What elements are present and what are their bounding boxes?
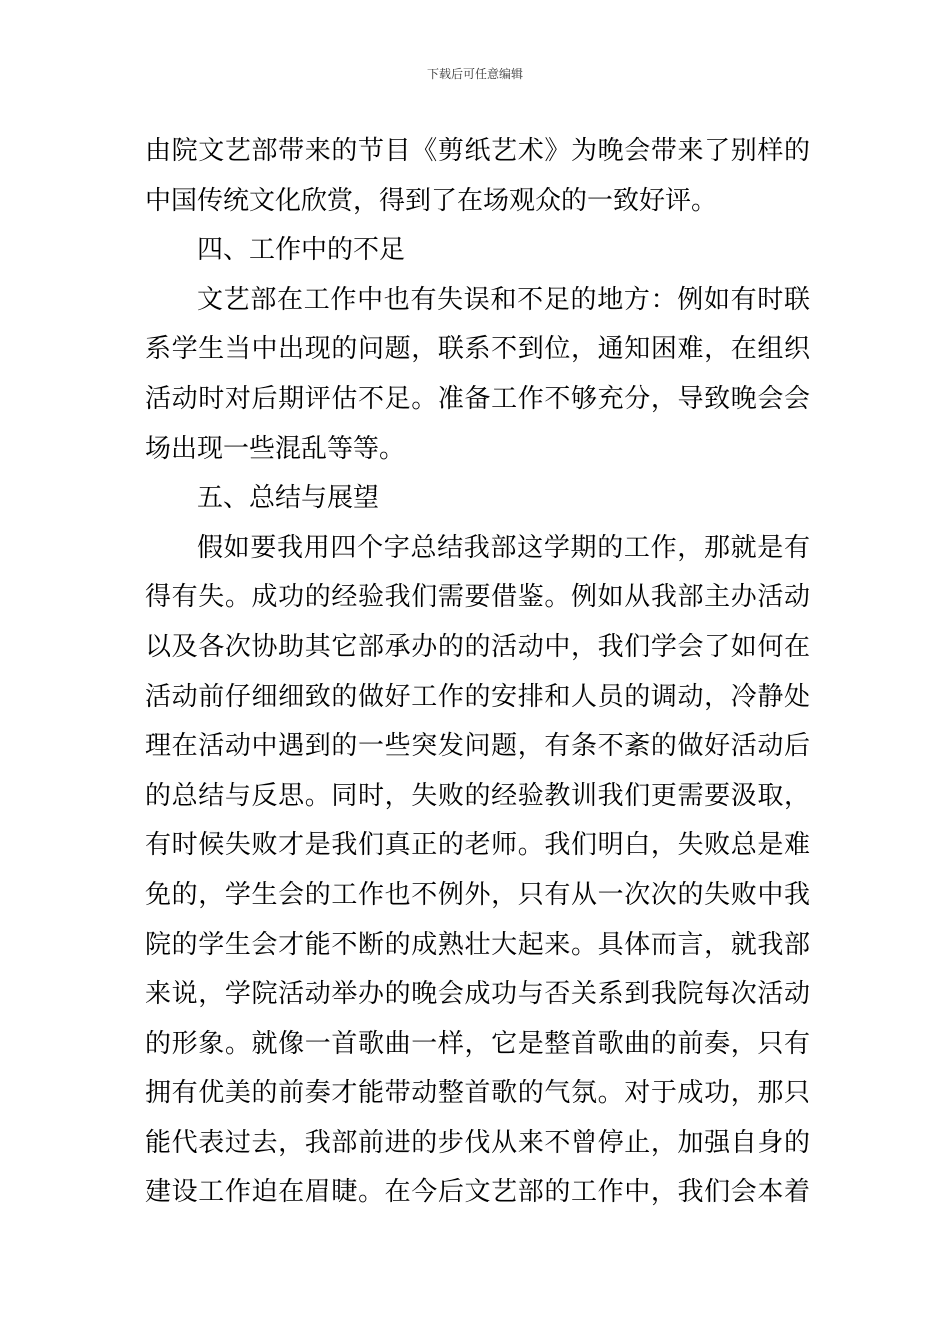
text-line: 来说，学院活动举办的晚会成功与否关系到我院每次活动 — [145, 979, 810, 1010]
text-line: 由院文艺部带来的节目《剪纸艺术》为晚会带来了别样的 — [145, 136, 810, 166]
text-line: 场出现一些混乱等等。 — [145, 433, 406, 464]
text-line: 的形象。就像一首歌曲一样，它是整首歌曲的前奏，只有 — [145, 1028, 810, 1059]
text-line: 中国传统文化欣赏，得到了在场观众的一致好评。 — [145, 185, 718, 216]
text-line: 五、总结与展望 — [197, 483, 380, 514]
text-line: 建设工作迫在眉睫。在今后文艺部的工作中，我们会本着 — [145, 1177, 810, 1208]
text-line: 能代表过去，我部前进的步伐从来不曾停止，加强自身的 — [145, 1127, 810, 1158]
page-header: 下载后可任意编辑 — [426, 67, 523, 81]
text-line: 免的，学生会的工作也不例外，只有从一次次的失败中我 — [145, 879, 810, 910]
text-line: 四、工作中的不足 — [197, 235, 406, 266]
text-line: 文艺部在工作中也有失误和不足的地方：例如有时联 — [197, 284, 810, 315]
text-line: 的总结与反思。同时，失败的经验教训我们更需要汲取， — [145, 780, 810, 811]
text-line: 以及各次协助其它部承办的的活动中，我们学会了如何在 — [145, 631, 810, 662]
text-line: 拥有优美的前奏才能带动整首歌的气氛。对于成功，那只 — [145, 1078, 810, 1109]
text-line: 院的学生会才能不断的成熟壮大起来。具体而言，就我部 — [145, 929, 810, 960]
text-line: 得有失。成功的经验我们需要借鉴。例如从我部主办活动 — [145, 582, 810, 613]
text-line: 活动前仔细细致的做好工作的安排和人员的调动，冷静处 — [145, 681, 810, 712]
text-line: 系学生当中出现的问题，联系不到位，通知困难，在组织 — [145, 334, 810, 365]
document-body — [145, 127, 810, 1218]
text-line: 理在活动中遇到的一些突发问题，有条不紊的做好活动后 — [145, 731, 810, 762]
text-line: 有时候失败才是我们真正的老师。我们明白，失败总是难 — [145, 830, 810, 861]
text-line: 假如要我用四个字总结我部这学期的工作，那就是有 — [197, 532, 810, 563]
text-line: 活动时对后期评估不足。准备工作不够充分，导致晚会会 — [145, 383, 810, 414]
